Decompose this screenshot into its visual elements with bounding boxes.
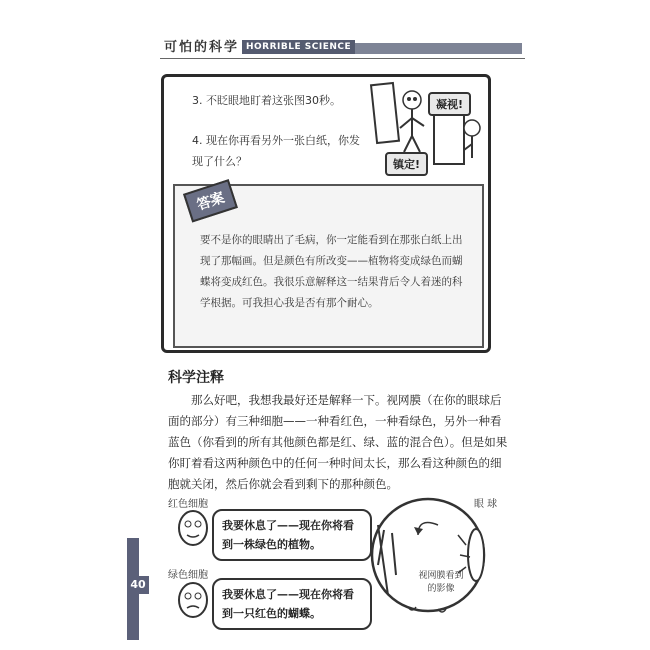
eyeball-illustration	[348, 495, 498, 615]
green-cell-label: 绿色细胞	[168, 570, 208, 581]
answer-text: 要不是你的眼睛出了毛病，你一定能看到在那张白纸上出现了那幅画。但是颜色有所改变——植物将变成绿色而蝴蝶将变成红色。我很乐意解释这一结果背后令人着迷的科学根据。可我担心我是否有那个耐心。	[200, 234, 463, 309]
activity-step-3: 3. 不眨眼地盯着这张图30秒。	[192, 94, 341, 107]
book-title: 可怕的科学	[164, 40, 240, 55]
green-cell-speech: 我要休息了——现在你将看到一只红色的蝴蝶。	[212, 578, 372, 630]
answer-tag: 答案	[183, 179, 238, 222]
red-cell-icon	[176, 508, 210, 548]
green-cell-icon	[176, 580, 210, 620]
activity-step-4: 4. 现在你再看另外一张白纸，你发现了什么？	[192, 134, 360, 168]
calm-speech-bubble: 镇定!	[385, 152, 428, 176]
page-number: 40	[127, 576, 149, 594]
header-rule	[160, 58, 525, 59]
section-title: 科学注释	[168, 370, 224, 386]
retina-image-caption: 视网膜看到的影像	[418, 571, 464, 594]
header-bar	[330, 43, 522, 54]
red-cell-speech: 我要休息了——现在你将看到一株绿色的植物。	[212, 509, 372, 561]
stare-speech-bubble: 凝视!	[428, 92, 471, 116]
eyeball-label: 眼 球	[474, 499, 498, 510]
section-body: 那么好吧，我想我最好还是解释一下。视网膜（在你的眼球后面的部分）有三种细胞——一种看红色，一种看绿色，另外一种看蓝色（你看到的所有其他颜色都是红、绿、蓝的混合色）。但是如果你盯着看这两种颜色中的任何一种时间太长，那么看这种颜色的细胞就关闭，然后你就会看到剩下的那种颜色。	[168, 393, 508, 491]
red-cell-label: 红色细胞	[168, 499, 208, 510]
series-logo: HORRIBLE SCIENCE	[242, 40, 355, 54]
